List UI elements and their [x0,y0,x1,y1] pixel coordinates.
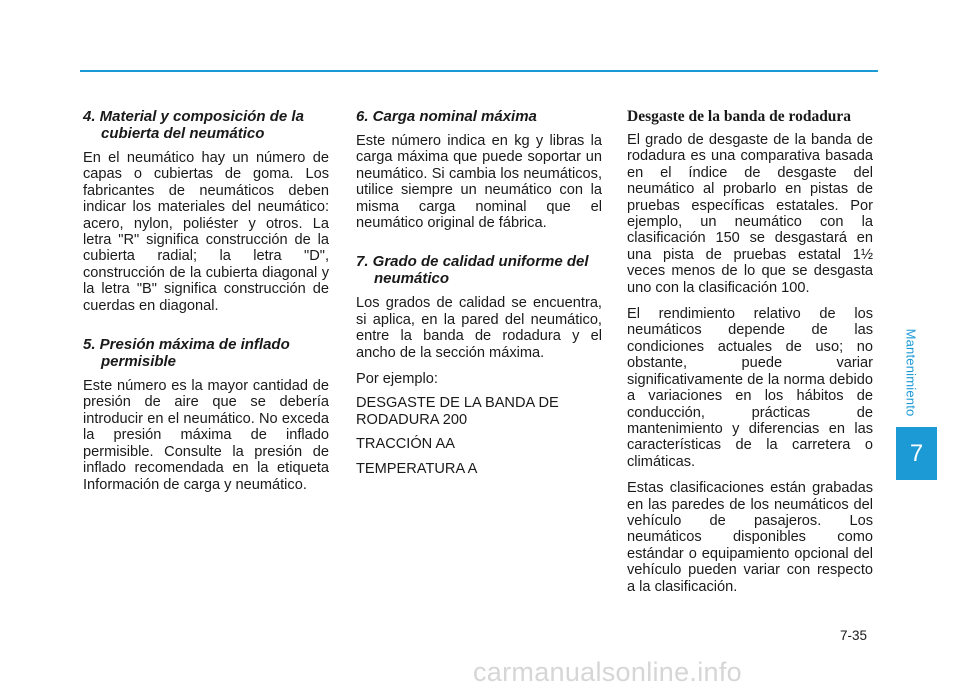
chapter-tab [896,427,937,480]
heading-treadwear: Desgaste de la banda de rodadura [627,108,852,125]
header-rule [80,70,878,72]
grade-treadwear: DESGASTE DE LA BANDA DE RODADURA 200 [356,395,559,428]
paragraph-treadwear-3: Estas clasificaciones están grabadas en las paredes de los neumáticos del vehículo de pasajeros. Los neumáticos disponibles como estándar o equipamiento opcional del vehículo pueden variar con respecto a la clasificación. [627,480,873,595]
grade-traction: TRACCIÓN AA [356,436,455,453]
chapter-number: 7 [909,439,924,467]
watermark: carmanualsonline.info [473,657,742,687]
heading-quality-grade: 7. Grado de calidad uniforme del neumático [356,253,589,288]
paragraph-tire-material: En el neumático hay un número de capas o cubiertas de goma. Los fabricantes de neumáticos deben indicar los materiales del neumático: acero, nylon, poliéster y otros. La letra "R" significa construcción de la cubierta radial; la letra "D", construcción de la cubierta diagonal y la letra "B" significa construcción de cuerdas en diagonal. [83,150,329,314]
heading-tire-material: 4. Material y composición de la cubierta del neumático [83,108,304,142]
page-number: 7-35 [840,628,868,643]
paragraph-max-pressure: Este número es la mayor cantidad de presión de aire que se debería introducir en el neumático. No exceda la presión máxima de inflado permisible. Consulte la presión de inflado recomendada en la etiqueta Información de carga y neumático. [83,378,329,493]
column-2 [356,108,602,485]
paragraph-treadwear-1: El grado de desgaste de la banda de rodadura es una comparativa basada en el índice de desgaste del neumático al probarlo en pistas de pruebas específicas estatales. Por ejemplo, un neumático con la clasificación 150 se desgastará en una pista de pruebas estatal 1½ veces menos de lo que se desgasta uno con la clasificación 100. [627,132,873,296]
paragraph-treadwear-2: El rendimiento relativo de los neumáticos depende de las condiciones actuales de uso; no obstante, puede variar significativamente de la norma debido a variaciones en los hábitos de conducción, prácticas de mantenimiento y diferencias en las características de la carretera o climáticas. [627,306,873,470]
column-3 [627,108,873,605]
grade-temperature: TEMPERATURA A [356,460,478,477]
paragraph-example: Por ejemplo: [356,371,438,388]
section-label: Mantenimiento [903,328,919,416]
heading-max-load: 6. Carga nominal máxima [356,108,537,125]
paragraph-max-load: Este número indica en kg y libras la carga máxima que puede soportar un neumático. Si cambia los neumáticos, utilice siempre un neumático con la misma carga nominal que el neumático original de fábrica. [356,133,602,232]
column-1 [83,108,329,503]
heading-max-pressure: 5. Presión máxima de inflado permisible [83,336,290,371]
section-tab-label [896,322,926,422]
paragraph-quality-grade: Los grados de calidad se encuentra, si aplica, en la pared del neumático, entre la banda de rodadura y el ancho de la sección máxima. [356,295,602,361]
